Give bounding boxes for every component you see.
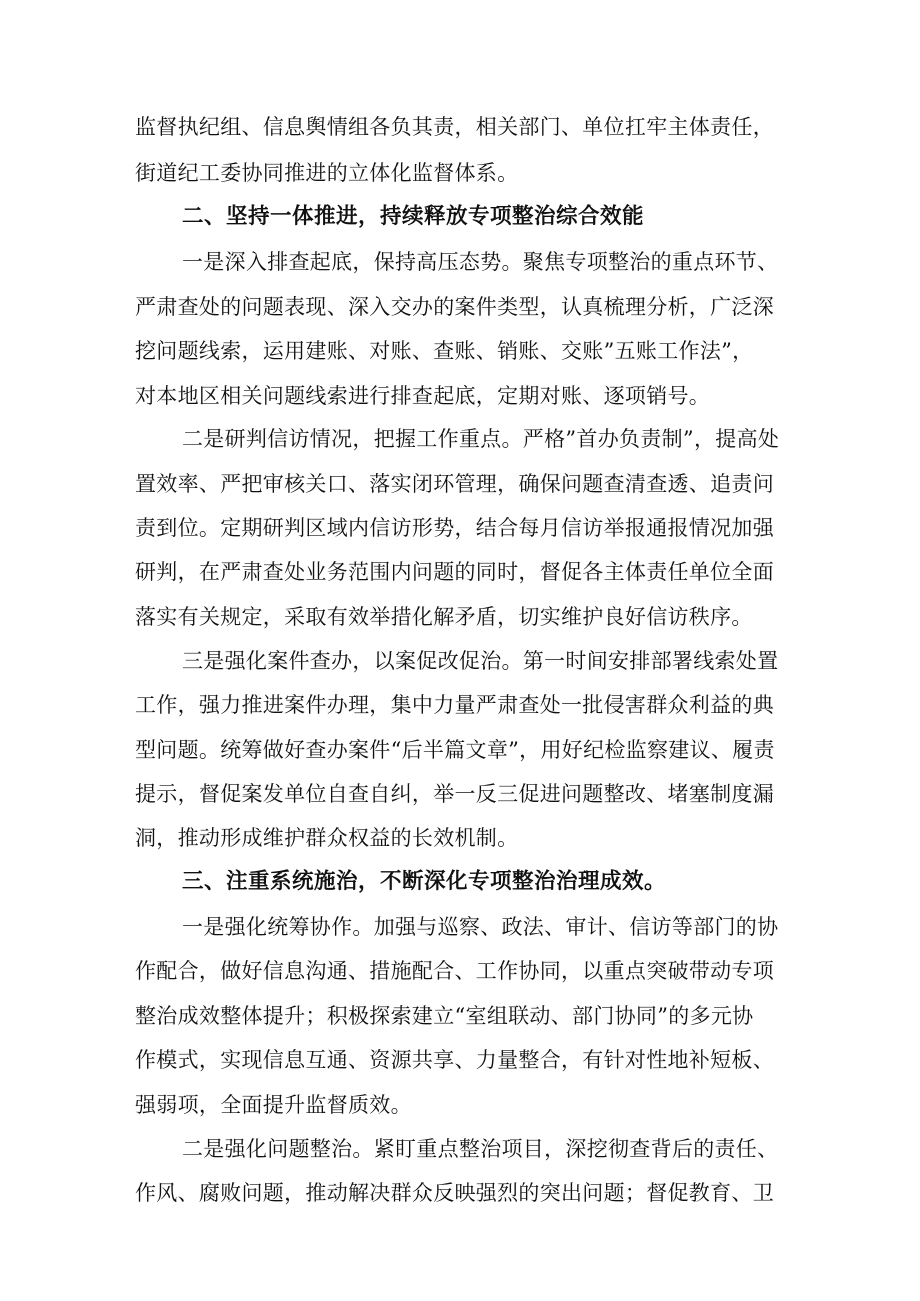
text-line: 二是强化问题整治。紧盯重点整治项目，深挖彻查背后的责任、 <box>182 1137 779 1161</box>
text-line: 作配合，做好信息沟通、措施配合、工作协同，以重点突破带动专项 <box>135 959 774 983</box>
text-line: 监督执纪组、信息舆情组各负其责，相关部门、单位扛牢主体责任， <box>135 115 774 139</box>
text-line: 洞，推动形成维护群众权益的长效机制。 <box>135 826 519 850</box>
text-line: 作模式，实现信息互通、资源共享、力量整合，有针对性地补短板、 <box>135 1048 774 1072</box>
text-line: 严肃查处的问题表现、深入交办的案件类型，认真梳理分析，广泛深 <box>135 295 774 319</box>
text-line: 三是强化案件查办，以案促改促治。第一时间安排部署线索处置 <box>182 649 779 673</box>
text-line: 一是深入排查起底，保持高压态势。聚焦专项整治的重点环节、 <box>182 250 779 274</box>
text-line: 落实有关规定，采取有效举措化解矛盾，切实维护良好信访秩序。 <box>135 605 753 629</box>
section-heading: 三、注重系统施治，不断深化专项整治治理成效。 <box>182 869 667 894</box>
text-line: 研判，在严肃查处业务范围内问题的同时，督促各主体责任单位全面 <box>135 560 774 584</box>
text-line: 提示，督促案发单位自查自纠，举一反三促进问题整改、堵塞制度漏 <box>135 782 774 806</box>
text-line: 街道纪工委协同推进的立体化监督体系。 <box>135 161 519 185</box>
section-heading: 二、坚持一体推进，持续释放专项整治综合效能 <box>182 204 645 229</box>
text-line: 置效率、严把审核关口、落实闭环管理，确保问题查清查透、追责问 <box>135 472 774 496</box>
text-line: 挖问题线索，运用建账、对账、查账、销账、交账”五账工作法”， <box>135 339 754 363</box>
text-line: 作风、腐败问题，推动解决群众反映强烈的突出问题；督促教育、卫 <box>135 1181 774 1205</box>
text-line: 型问题。统筹做好查办案件“后半篇文章”，用好纪检监察建议、履责 <box>135 738 775 762</box>
text-line: 整治成效整体提升；积极探索建立“室组联动、部门协同”的多元协 <box>135 1004 754 1028</box>
text-line: 工作，强力推进案件办理，集中力量严肃查处一批侵害群众利益的典 <box>135 693 774 717</box>
text-line: 责到位。定期研判区域内信访形势，结合每月信访举报通报情况加强 <box>135 516 774 540</box>
text-line: 一是强化统筹协作。加强与巡察、政法、审计、信访等部门的协 <box>182 915 779 939</box>
text-line: 强弱项，全面提升监督质效。 <box>135 1093 412 1117</box>
text-line: 二是研判信访情况，把握工作重点。严格”首办负责制”，提高处 <box>182 427 780 451</box>
text-line: 对本地区相关问题线索进行排查起底，定期对账、逐项销号。 <box>135 384 711 408</box>
